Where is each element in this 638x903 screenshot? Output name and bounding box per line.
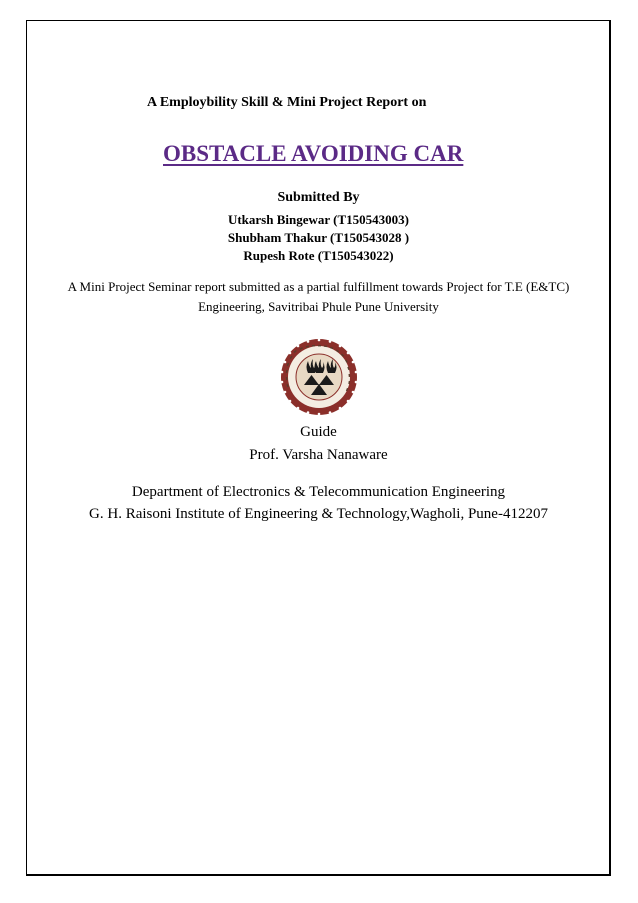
project-title: OBSTACLE AVOIDING CAR <box>163 141 464 166</box>
team-member: Utkarsh Bingewar (T150543003) <box>227 212 410 227</box>
team-member: Shubham Thakur (T150543028 ) <box>227 230 410 245</box>
guide-name: Prof. Varsha Nanaware <box>249 447 388 463</box>
team-member: Rupesh Rote (T150543022) <box>243 248 394 263</box>
department-name: Department of Electronics & Telecommunication Engineering <box>131 484 506 500</box>
institute-seal-icon <box>264 337 374 417</box>
institute-address: G. H. Raisoni Institute of Engineering & Technology,Wagholi, Pune-412207 <box>89 506 548 522</box>
guide-label: Guide <box>300 424 337 440</box>
report-heading: A Employbility Skill & Mini Project Report on <box>147 95 427 110</box>
submitted-by-label: Submitted By <box>277 190 360 205</box>
fulfillment-statement: A Mini Project Seminar report submitted as a partial fulfillment towards Project for T.E (E&TC) Engineering, Savitribai Phule Pune University <box>67 279 570 314</box>
